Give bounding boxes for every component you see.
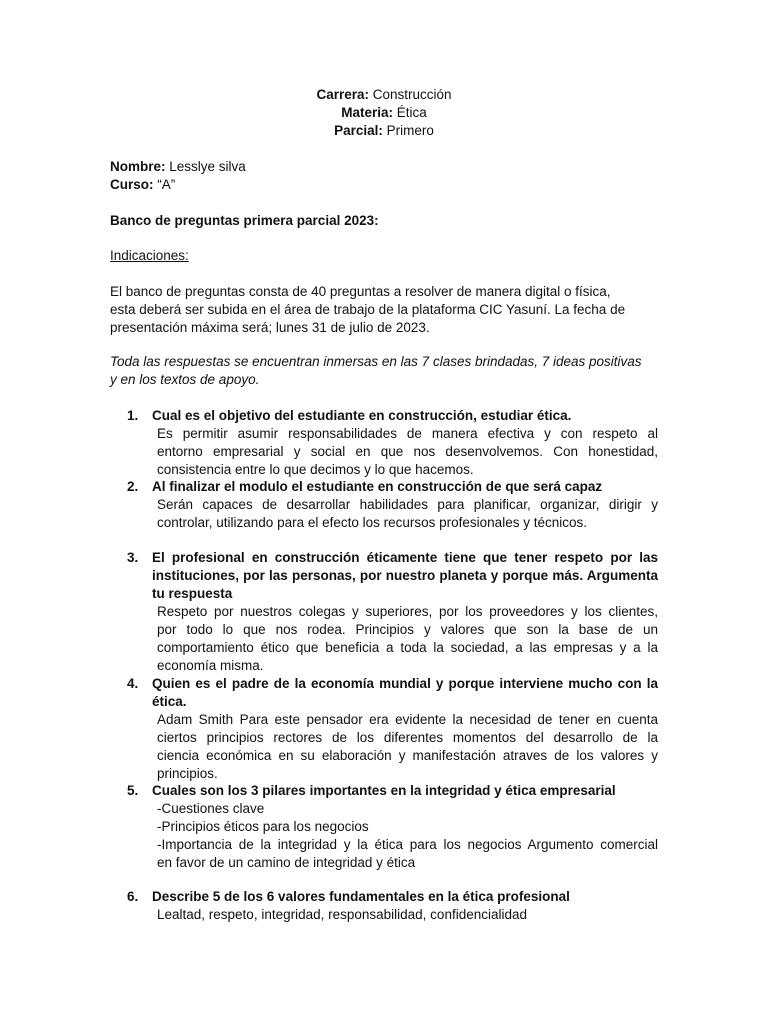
question-title [152, 478, 658, 496]
answer-line: comportamiento ético que beneficia a toda la sociedad, a las empresas y a la [157, 640, 658, 655]
answer-line: Serán capaces de desarrollar habilidades para planificar, organizar, dirigir y [157, 497, 658, 512]
question-title-line: El profesional en construcción éticamente tiene que tener respeto por las [152, 550, 658, 565]
carrera-value: Construcción [368, 87, 452, 102]
question-number: 2. [127, 479, 139, 494]
question-title [152, 675, 658, 711]
nombre-label: Nombre: [110, 159, 166, 174]
answer-line: consistencia entre lo que decimos y lo que hacemos. [157, 462, 474, 477]
nombre-value: Lesslye silva [165, 159, 246, 174]
answer-line: entorno empresarial y social en que nos desenvolvemos. Con honestidad, [157, 444, 658, 459]
answer-line: ciencia económica en su elaboración y manifestación atraves de los valores y [157, 748, 658, 763]
carrera-line [0, 86, 768, 104]
note-line: Toda las respuestas se encuentran inmersas en las 7 clases brindadas, 7 ideas positivas [110, 354, 642, 369]
question-number: 3. [127, 550, 139, 565]
curso-value: “A” [153, 177, 176, 192]
parcial-line [0, 122, 768, 140]
question-title-line: instituciones, por las personas, por nuestro planeta y porque más. Argumenta [152, 568, 658, 583]
intro-line: presentación máxima será; lunes 31 de julio de 2023. [110, 320, 430, 335]
question-answer [157, 603, 658, 675]
question-title [152, 888, 658, 906]
answer-line: Adam Smith Para este pensador era evidente la necesidad de tener en cuenta [157, 712, 658, 727]
answer-line: Respeto por nuestros colegas y superiores, por los proveedores y los clientes, [157, 604, 658, 619]
question-item [127, 888, 658, 924]
question-item [127, 549, 658, 675]
document-header [0, 86, 768, 140]
question-title-line: Quien es el padre de la economía mundial y porque interviene mucho con la [152, 676, 658, 691]
question-answer [157, 425, 658, 479]
answer-line: principios. [157, 766, 218, 781]
question-number: 6. [127, 889, 139, 904]
materia-line [0, 104, 768, 122]
question-title [152, 549, 658, 603]
question-title-line: ética. [152, 694, 187, 709]
answer-line: -Importancia de la integridad y la ética para los negocios Argumento comercial [157, 837, 658, 852]
question-answer [157, 800, 658, 872]
bank-title: Banco de preguntas primera parcial 2023: [110, 213, 379, 228]
question-number: 1. [127, 408, 139, 423]
question-title-line: Al finalizar el modulo el estudiante en construcción de que será capaz [152, 479, 603, 494]
intro-line: esta deberá ser subida en el área de trabajo de la plataforma CIC Yasuní. La fecha de [110, 302, 626, 317]
question-answer [157, 711, 658, 783]
answer-line: controlar, utilizando para el efecto los recursos profesionales y técnicos. [157, 515, 587, 530]
materia-value: Ética [393, 105, 427, 120]
question-number: 5. [127, 783, 139, 798]
question-title-line: tu respuesta [152, 586, 233, 601]
question-item [127, 478, 658, 532]
question-title-line: Cuales son los 3 pilares importantes en la integridad y ética empresarial [152, 783, 616, 798]
question-title-line: Describe 5 de los 6 valores fundamentales en la ética profesional [152, 889, 570, 904]
question-item [127, 407, 658, 479]
answer-line: por todo lo que nos rodea. Principios y valores que son la base de un [157, 622, 658, 637]
question-item [127, 782, 658, 872]
answer-line: Lealtad, respeto, integridad, responsabilidad, confidencialidad [157, 907, 528, 922]
curso-line [110, 176, 246, 194]
indications-heading: Indicaciones: [110, 248, 189, 263]
question-title-line: Cual es el objetivo del estudiante en construcción, estudiar ética. [152, 408, 572, 423]
question-title [152, 782, 658, 800]
question-answer [157, 496, 658, 532]
note-line: y en los textos de apoyo. [110, 372, 260, 387]
answer-line: en favor de un camino de integridad y ética [157, 855, 416, 870]
answer-line: ciertos principios rectores de los diferentes momentos del desarrollo de la [157, 730, 658, 745]
parcial-value: Primero [382, 123, 434, 138]
intro-paragraph [110, 283, 658, 337]
carrera-label: Carrera: [316, 87, 369, 102]
student-info [110, 158, 246, 194]
parcial-label: Parcial: [334, 123, 383, 138]
answer-line: Es permitir asumir responsabilidades de manera efectiva y con respeto al [157, 426, 658, 441]
materia-label: Materia: [341, 105, 393, 120]
intro-line: El banco de preguntas consta de 40 preguntas a resolver de manera digital o física, [110, 284, 611, 299]
question-item [127, 675, 658, 783]
question-title [152, 407, 658, 425]
answer-line: -Principios éticos para los negocios [157, 819, 369, 834]
question-answer [157, 906, 658, 924]
nombre-line [110, 158, 246, 176]
answer-line: economía misma. [157, 658, 264, 673]
note-paragraph [110, 353, 658, 389]
question-number: 4. [127, 676, 139, 691]
curso-label: Curso: [110, 177, 154, 192]
answer-line: -Cuestiones clave [157, 801, 265, 816]
